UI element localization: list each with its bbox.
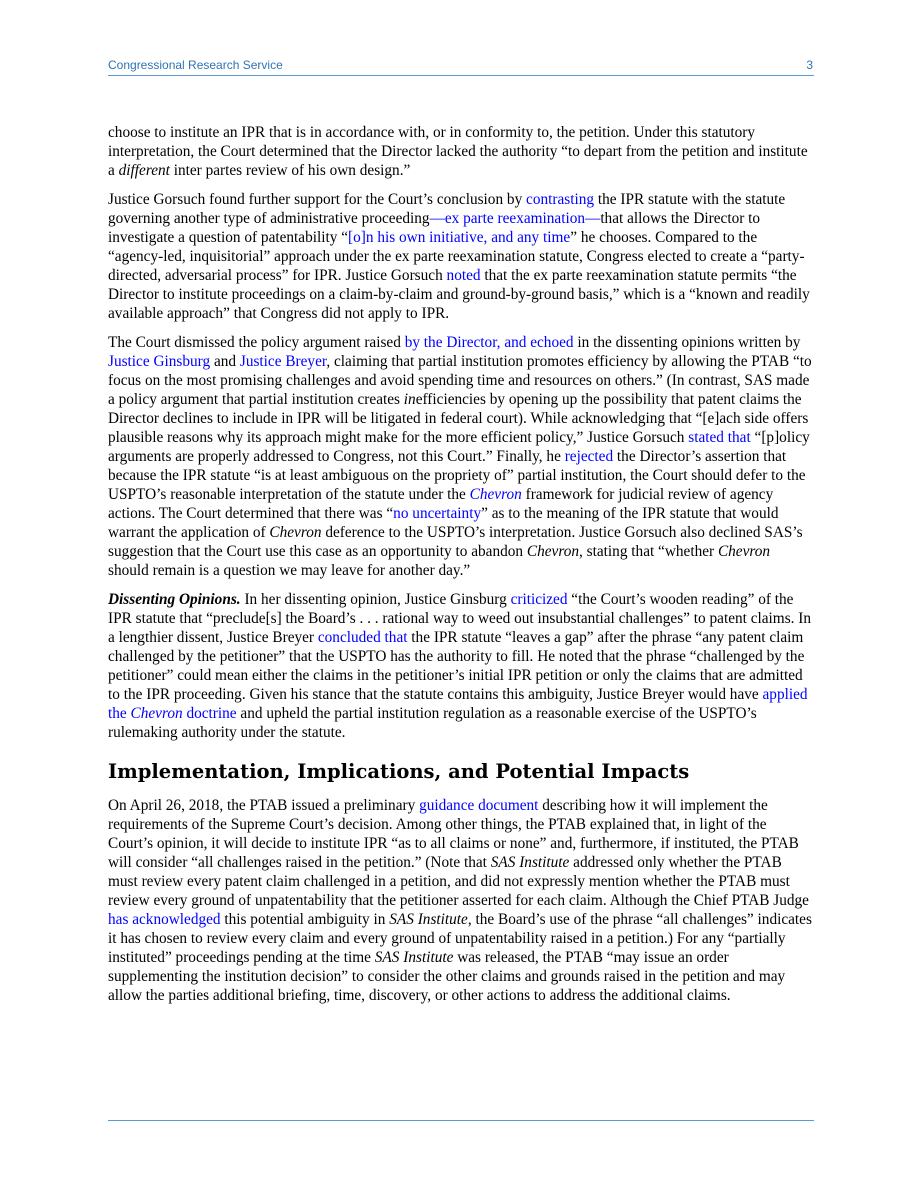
section-heading: Implementation, Implications, and Potential Impacts [108, 760, 690, 783]
document-body [108, 123, 814, 1015]
link-stated-that[interactable]: stated that [688, 429, 751, 446]
link-applied-chevron-doctrine[interactable]: applied the Chevron doctrine [108, 686, 808, 722]
paragraph-4: Dissenting Opinions. In her dissenting opinion, Justice Ginsburg criticized “the Court’s wooden reading” of the IPR statute that “preclude[s] the Board’s . . . rational way to weed out insubstantial challenges” to patent claims. In a lengthier dissent, Justice Breyer concluded that the IPR statute “leaves a gap” after the phrase “any patent claim challenged by the petitioner” that the USPTO has the authority to fill. He noted that the phrase “challenged by the petitioner” could mean either the claims in the petitioner’s initial IPR petition or only the claims that are admitted to the IPR proceeding. Given his stance that the statute contains this ambiguity, Justice Breyer would have applied the Chevron doctrine and upheld the partial institution regulation as a reasonable exercise of the USPTO’s rulemaking authority under the statute. [108, 591, 812, 741]
paragraph-3: The Court dismissed the policy argument raised by the Director, and echoed in the dissenting opinions written by Justice Ginsburg and Justice Breyer, claiming that partial institution promotes efficiency by allowing the PTAB “to focus on the most promising challenges and avoid spending time and resources on others.” (In contrast, SAS made a policy argument that partial institution creates inefficiencies by opening up the possibility that patent claims the Director declines to include in IPR will be litigated in federal court). While acknowledging that “[e]ach side offers plausible reasons why its approach might make for the more efficient policy,” Justice Gorsuch stated that “[p]olicy arguments are properly addressed to Congress, not this Court.” Finally, he rejected the Director’s assertion that because the IPR statute “is at least ambiguous on the propriety of” partial institution, the Court should defer to the USPTO’s reasonable interpretation of the statute under the Chevron framework for judicial review of agency actions. The Court determined that there was “no uncertainty” as to the meaning of the IPR statute that would warrant the application of Chevron deference to the USPTO’s interpretation. Justice Gorsuch also declined SAS’s suggestion that the Court use this case as an opportunity to abandon Chevron, stating that “whether Chevron should remain is a question we may leave for another day.” [108, 334, 812, 579]
link-rejected[interactable]: rejected [564, 448, 614, 465]
link-concluded-that[interactable]: concluded that [317, 629, 408, 646]
link-guidance-document[interactable]: guidance document [419, 797, 539, 814]
paragraph-1: choose to institute an IPR that is in accordance with, or in conformity to, the petition. Under this statutory interpretation, the Court determined that the Director lacked the authority “to depart from the petition and institute a different inter partes review of his own design.” [108, 124, 808, 179]
run-in-heading: Dissenting Opinions. [108, 591, 241, 608]
link-no-uncertainty[interactable]: no uncertainty [393, 505, 482, 522]
link-chevron[interactable]: Chevron [469, 486, 522, 503]
header-source: Congressional Research Service [108, 58, 283, 72]
link-by-the-director[interactable]: by the Director, and echoed [404, 334, 574, 351]
page-number: 3 [806, 58, 813, 72]
link-criticized[interactable]: criticized [510, 591, 568, 608]
link-own-initiative[interactable]: [o]n his own initiative, and any time [348, 229, 571, 246]
link-ex-parte-reexamination[interactable]: —ex parte reexamination— [429, 210, 601, 227]
header-divider [108, 75, 814, 76]
page-header [108, 58, 813, 76]
link-contrasting[interactable]: contrasting [526, 191, 595, 208]
link-justice-breyer[interactable]: Justice Breyer [239, 353, 327, 370]
link-noted[interactable]: noted [446, 267, 481, 284]
link-has-acknowledged[interactable]: has acknowledged [108, 911, 221, 928]
link-justice-ginsburg[interactable]: Justice Ginsburg [108, 353, 211, 370]
paragraph-5: On April 26, 2018, the PTAB issued a preliminary guidance document describing how it will implement the requirements of the Supreme Court’s decision. Among other things, the PTAB explained that, in light of the Court’s opinion, it will decide to institute IPR “as to all claims or none” and, furthermore, if instituted, the PTAB will consider “all challenges raised in the petition.” (Note that SAS Institute addressed only whether the PTAB must review every patent claim challenged in a petition, and did not expressly mention whether the PTAB must review every ground of unpatentability that the petitioner asserted for each claim. Although the Chief PTAB Judge has acknowledged this potential ambiguity in SAS Institute, the Board’s use of the phrase “all challenges” indicates it has chosen to review every claim and every ground of unpatentability raised in a petition.) For any “partially instituted” proceedings pending at the time SAS Institute was released, the PTAB “may issue an order supplementing the institution decision” to consider the other claims and grounds raised in the petition and may allow the parties additional briefing, time, discovery, or other actions to address the additional claims. [108, 797, 812, 1004]
footer-divider [108, 1120, 814, 1121]
paragraph-2: Justice Gorsuch found further support for the Court’s conclusion by contrasting the IPR statute with the statute governing another type of administrative proceeding—ex parte reexamination—that allows the Director to investigate a question of patentability “[o]n his own initiative, and any time” he chooses. Compared to the “agency-led, inquisitorial” approach under the ex parte reexamination statute, Congress elected to create a “party-directed, adversarial process” for IPR. Justice Gorsuch noted that the ex parte reexamination statute permits “the Director to institute proceedings on a claim-by-claim and ground-by-ground basis,” which is a “known and readily available approach” that Congress did not apply to IPR. [108, 191, 810, 322]
